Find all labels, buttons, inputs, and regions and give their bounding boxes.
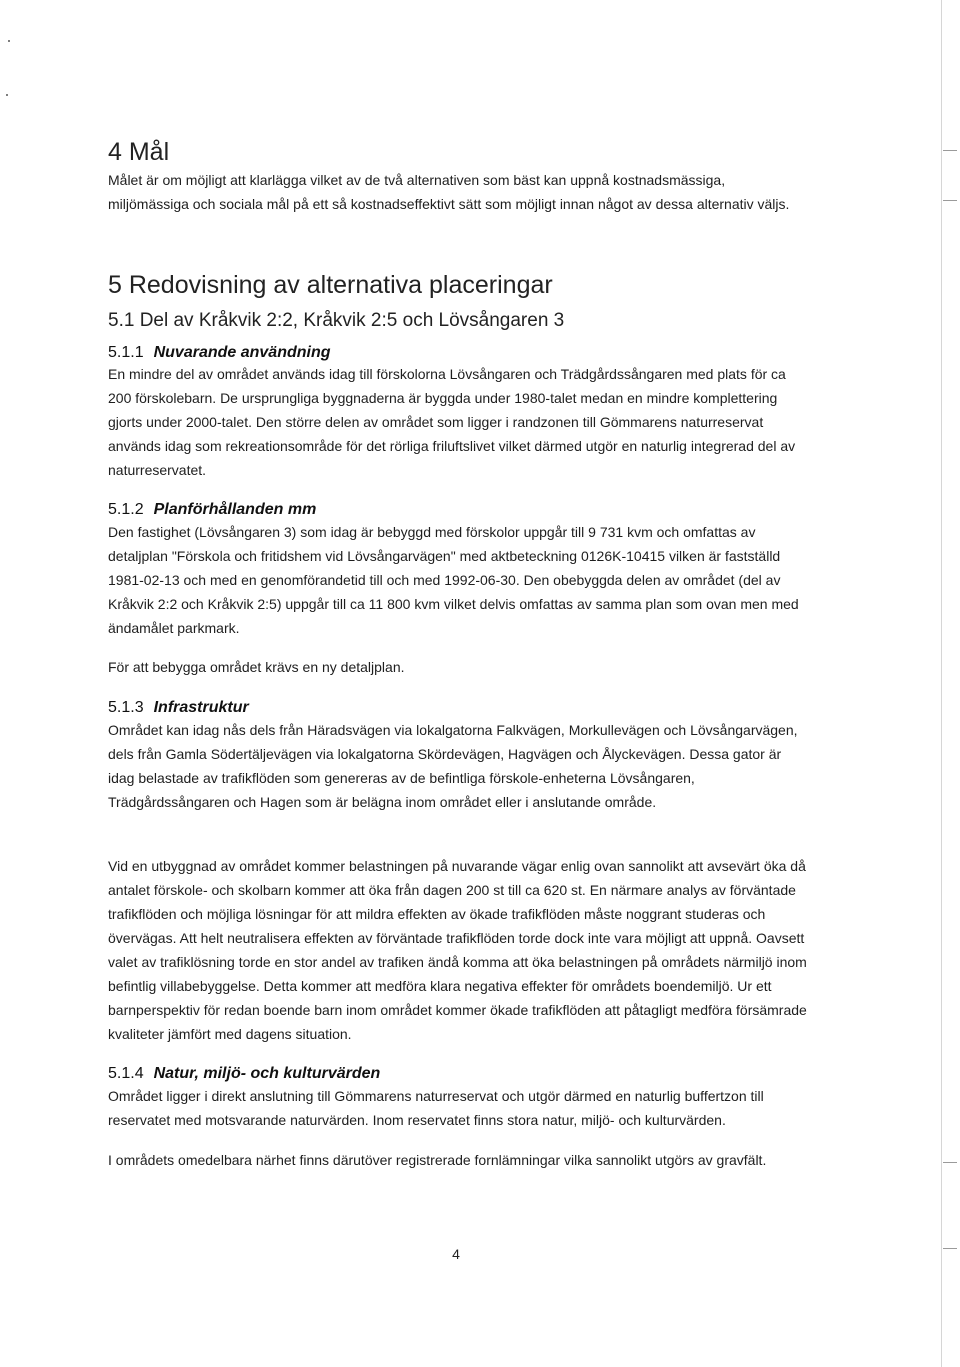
- heading-title: Nuvarande användning: [153, 344, 331, 361]
- scan-edge-tick: [943, 1162, 957, 1163]
- heading-number: 5.1.4: [108, 1065, 144, 1082]
- heading-section-5-1-3: [108, 698, 249, 718]
- heading-section-4: 4 Mål: [108, 138, 170, 166]
- heading-section-5-1-1: [108, 343, 331, 363]
- paragraph-natur-2: I områdets omedelbara närhet finns därutöver registrerade fornlämningar vilka sannolikt utgörs av gravfält.: [108, 1152, 767, 1168]
- paragraph-planforhallanden: Den fastighet (Lövsångaren 3) som idag är bebyggd med förskolor uppgår till 9 731 kvm och omfattas av detaljplan "Förskola och fritidshem vid Lövsångarvägen" med aktbeteckning 0126K-10415 vilken är fastställd 1981-02-13 och med en genomförandetid till och med 1992-06-30. Den obebyggda delen av området (del av Kråkvik 2:2 och Kråkvik 2:5) uppgår till ca 11 800 kvm vilket delvis omfattas av samma plan som ovan men med ändamålet parkmark.: [108, 524, 799, 636]
- paragraph-natur-1: Området ligger i direkt anslutning till Gömmarens naturreservat och utgör därmed en naturlig buffertzon till reservatet med motsvarande naturvärden. Inom reservatet finns stora natur, miljö- och kulturvärden.: [108, 1088, 764, 1128]
- scan-speck: [6, 94, 8, 96]
- paragraph-infrastruktur-2: Vid en utbyggnad av området kommer belastningen på nuvarande vägar enlig ovan sannolikt att avsevärt öka då antalet förskole- och skolbarn kommer att öka från dagen 200 st till ca 620 st. En närmare analys av förväntade trafikflöden och möjliga lösningar för att mildra effekten av ökade trafikflöden måste noggrant studeras och övervägas. Att helt neutralisera effekten av förväntade trafikflöden torde dock inte vara möjligt att uppnå. Oavsett valet av trafiklösning torde en stor andel av trafiken ändå komma att öka belastningen på områdets närmiljö inom befintlig villabebyggelse. Detta kommer att medföra klara negativa effekter för områdets boendemiljö. Ur ett barnperspektiv för redan boende barn inom området kommer ökade trafikflöden att påtagligt medföra försämrade kvaliteter jämfört med dagens situation.: [108, 858, 807, 1042]
- heading-title: Infrastruktur: [153, 699, 249, 716]
- heading-section-5: 5 Redovisning av alternativa placeringar: [108, 271, 553, 299]
- scan-edge-tick: [943, 150, 957, 151]
- heading-number: 5.1.3: [108, 699, 144, 716]
- heading-section-5-1-4: [108, 1064, 380, 1084]
- heading-number: 5.1.2: [108, 501, 144, 518]
- scan-edge-line: [941, 0, 942, 1367]
- scan-edge-tick: [943, 200, 957, 201]
- scan-speck: [8, 40, 10, 42]
- heading-title: Planförhållanden mm: [153, 501, 317, 518]
- heading-section-5-1: 5.1 Del av Kråkvik 2:2, Kråkvik 2:5 och Lövsångaren 3: [108, 310, 565, 331]
- paragraph-nuvarande-anvandning: En mindre del av området används idag till förskolorna Lövsångaren och Trädgårdssångaren med plats för ca 200 förskolebarn. De ursprungliga byggnaderna är byggda under 1980-talet medan en mindre komplettering gjorts under 2000-talet. Den större delen av området som ligger i randzonen till Gömmarens naturreservat används idag som rekreationsområde för det rörliga friluftslivet vilket därmed utgör en naturlig integrerad del av naturreservatet.: [108, 366, 796, 478]
- heading-number: 5.1.1: [108, 344, 144, 361]
- paragraph-ny-detaljplan: För att bebygga området krävs en ny detaljplan.: [108, 659, 405, 675]
- paragraph-infrastruktur-1: Området kan idag nås dels från Häradsvägen via lokalgatorna Falkvägen, Morkullevägen och Lövsångarvägen, dels från Gamla Södertäljevägen via lokalgatorna Skördevägen, Hagvägen och Ålyckevägen. Dessa gator är idag belastade av trafikflöden som genereras av de befintliga förskole-enheterna Lövsångaren, Trädgårdssångaren och Hagen som är belägna inom området eller i anslutande område.: [108, 722, 798, 810]
- page-number: 4: [452, 1246, 460, 1262]
- heading-section-5-1-2: [108, 500, 316, 520]
- scan-edge-tick: [943, 1248, 957, 1249]
- paragraph-mal: Målet är om möjligt att klarlägga vilket av de två alternativen som bäst kan uppnå kostnadsmässiga, miljömässiga och sociala mål på ett så kostnadseffektivt sätt som möjligt innan något av dessa alternativ väljs.: [108, 172, 790, 212]
- heading-title: Natur, miljö- och kulturvärden: [153, 1065, 381, 1082]
